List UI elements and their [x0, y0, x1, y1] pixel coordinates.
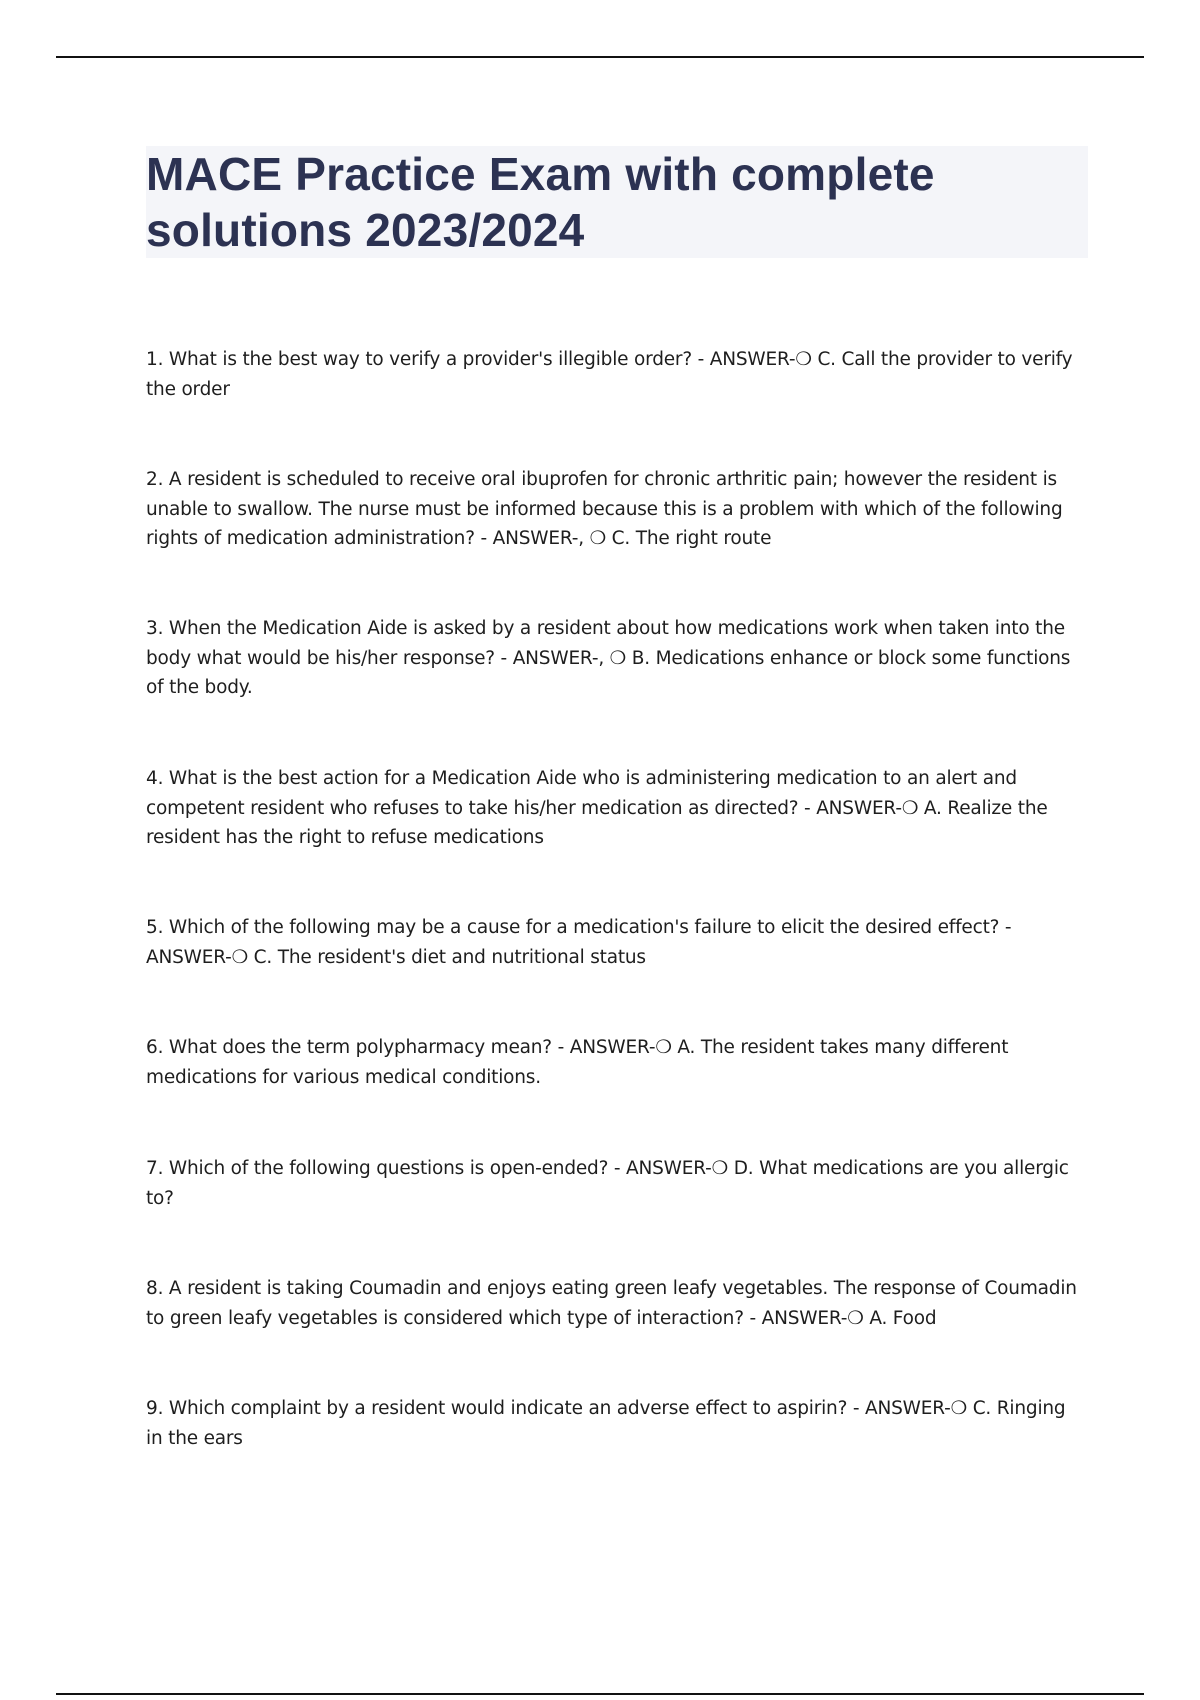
question-item-3: 3. When the Medication Aide is asked by a resident about how medications work when taken into the body what would be his/her response? - ANSWER-, ❍ B. Medications enhance or block some functions of the body.	[146, 618, 1071, 698]
bottom-divider	[56, 1693, 1144, 1695]
question-item-8: 8. A resident is taking Coumadin and enjoys eating green leafy vegetables. The response of Coumadin to green leafy vegetables is considered which type of interaction? - ANSWER-❍ A. Food	[146, 1278, 1077, 1329]
question-item-9: 9. Which complaint by a resident would indicate an adverse effect to aspirin? - ANSWER-❍ C. Ringing in the ears	[146, 1398, 1066, 1449]
question-item-6: 6. What does the term polypharmacy mean? - ANSWER-❍ A. The resident takes many different medications for various medical conditions.	[146, 1037, 1009, 1088]
question-item-7: 7. Which of the following questions is open-ended? - ANSWER-❍ D. What medications are you allergic to?	[146, 1158, 1069, 1209]
question-item-5: 5. Which of the following may be a cause for a medication's failure to elicit the desired effect? - ANSWER-❍ C. The resident's diet and nutritional status	[146, 917, 1012, 968]
title-banner	[146, 146, 1088, 258]
question-item-2: 2. A resident is scheduled to receive oral ibuprofen for chronic arthritic pain; however the resident is unable to swallow. The nurse must be informed because this is a problem with which of the following rights of medication administration? - ANSWER-, ❍ C. The right route	[146, 469, 1063, 549]
question-item-1: 1. What is the best way to verify a provider's illegible order? - ANSWER-❍ C. Call the provider to verify the order	[146, 349, 1073, 400]
top-divider	[56, 56, 1144, 58]
page-title: MACE Practice Exam with complete solutions 2023/2024	[146, 148, 935, 256]
question-item-4: 4. What is the best action for a Medication Aide who is administering medication to an alert and competent resident who refuses to take his/her medication as directed? - ANSWER-❍ A. Realize the resident has the right to refuse medications	[146, 768, 1048, 848]
